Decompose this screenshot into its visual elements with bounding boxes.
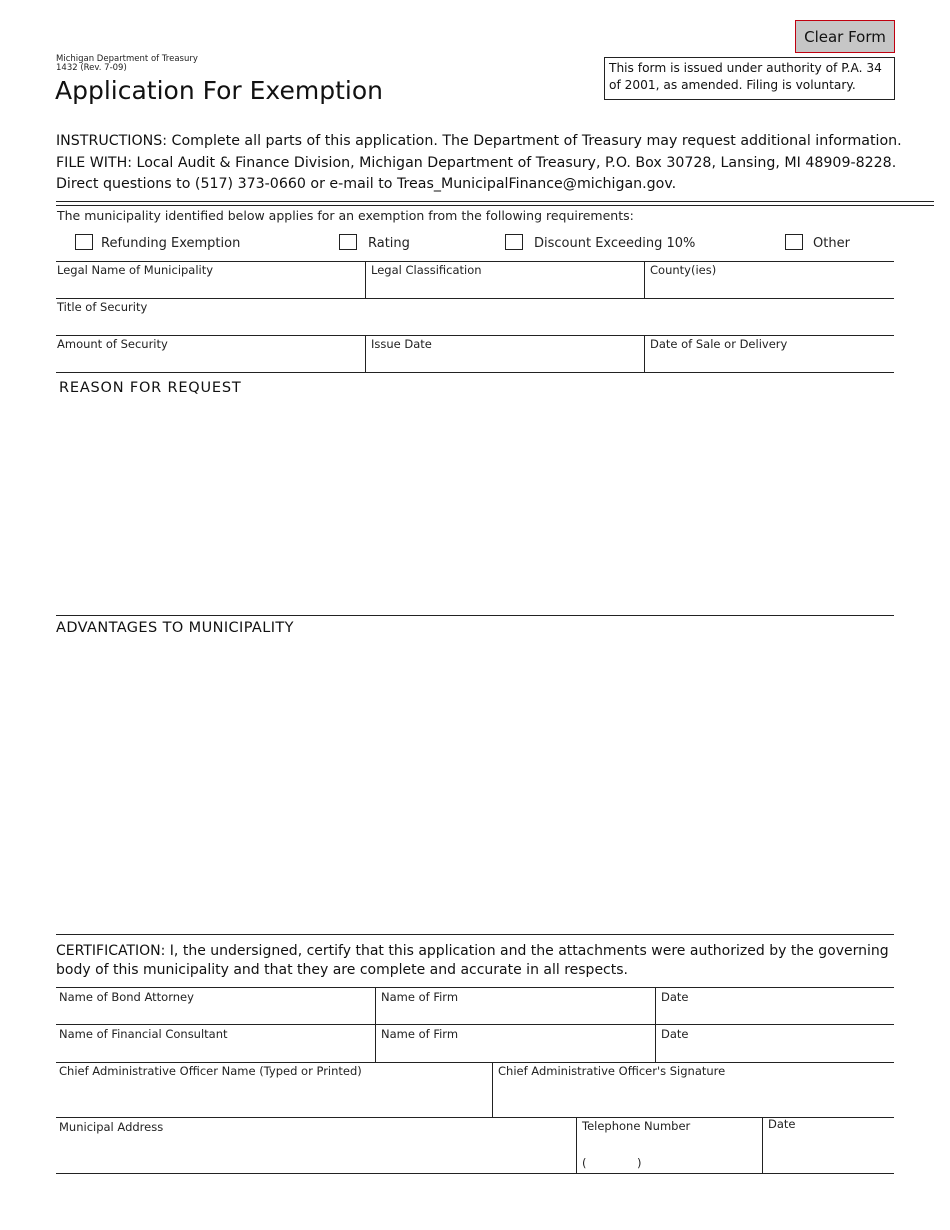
table-line [56, 372, 894, 373]
table-line [56, 335, 894, 336]
instructions [56, 131, 936, 196]
title-of-security-input[interactable] [58, 315, 888, 333]
divider [56, 201, 934, 202]
date-2-input[interactable] [661, 1041, 889, 1059]
discount-exceeding-checkbox[interactable] [505, 234, 523, 250]
financial-consultant-input[interactable] [59, 1041, 369, 1059]
form-number: 1432 (Rev. 7-09) [56, 63, 127, 73]
cao-signature-label: Chief Administrative Officer's Signature [498, 1064, 726, 1078]
counties-label: County(ies) [650, 263, 717, 277]
section-line [56, 615, 894, 616]
date-3-label: Date [768, 1117, 796, 1131]
table-divider [644, 335, 645, 372]
discount-exceeding-label: Discount Exceeding 10% [534, 236, 696, 251]
table-line [56, 1173, 894, 1174]
issue-date-input[interactable] [371, 352, 639, 370]
instructions-line: INSTRUCTIONS: Complete all parts of this application. The Department of Treasury may request additional information. [56, 133, 902, 149]
date-3-input[interactable] [768, 1140, 888, 1162]
date-2-label: Date [661, 1027, 689, 1041]
reason-textarea[interactable] [58, 402, 892, 610]
table-line [56, 1062, 894, 1063]
firm-2-label: Name of Firm [381, 1027, 459, 1041]
legal-classification-input[interactable] [371, 278, 639, 296]
table-divider [644, 261, 645, 298]
table-divider [492, 1062, 493, 1117]
date-1-label: Date [661, 990, 689, 1004]
rating-label: Rating [368, 236, 410, 251]
table-line [56, 1024, 894, 1025]
cao-signature-input[interactable] [498, 1088, 888, 1108]
area-code-close-paren: ) [637, 1156, 642, 1170]
table-line [56, 987, 894, 988]
divider [56, 205, 934, 206]
date-of-sale-label: Date of Sale or Delivery [650, 337, 788, 351]
municipal-address-label: Municipal Address [59, 1120, 164, 1134]
other-checkbox[interactable] [785, 234, 803, 250]
cao-name-input[interactable] [59, 1088, 487, 1108]
date-1-input[interactable] [661, 1004, 889, 1022]
area-code-input[interactable] [590, 1154, 636, 1170]
cao-name-label: Chief Administrative Officer Name (Typed or Printed) [59, 1064, 362, 1078]
questions-line: Direct questions to (517) 373-0660 or e-mail to Treas_MunicipalFinance@michigan.gov. [56, 176, 677, 192]
other-label: Other [813, 236, 850, 251]
legal-name-input[interactable] [58, 278, 360, 296]
amount-of-security-label: Amount of Security [57, 337, 168, 351]
firm-1-input[interactable] [381, 1004, 649, 1022]
legal-classification-label: Legal Classification [371, 263, 482, 277]
refunding-exemption-checkbox[interactable] [75, 234, 93, 250]
table-divider [655, 987, 656, 1062]
advantages-heading: ADVANTAGES TO MUNICIPALITY [56, 620, 294, 636]
telephone-label: Telephone Number [582, 1119, 691, 1133]
refunding-exemption-label: Refunding Exemption [101, 236, 241, 251]
date-of-sale-input[interactable] [650, 352, 890, 370]
clear-form-button[interactable]: Clear Form [795, 20, 895, 53]
counties-input[interactable] [650, 278, 890, 296]
table-line [56, 261, 894, 262]
table-divider [576, 1117, 577, 1173]
file-with-line: FILE WITH: Local Audit & Finance Division, Michigan Department of Treasury, P.O. Box 30728, Lansing, MI 48909-8228. [56, 154, 897, 171]
firm-1-label: Name of Firm [381, 990, 459, 1004]
table-line [56, 298, 894, 299]
municipal-address-input[interactable] [59, 1140, 571, 1162]
certification-text: CERTIFICATION: I, the undersigned, certify that this application and the attachments were authorized by the governing body of this municipality and that they are complete and accurate in all respects. [56, 943, 889, 978]
financial-consultant-label: Name of Financial Consultant [59, 1027, 228, 1041]
table-divider [365, 335, 366, 372]
advantages-textarea[interactable] [58, 642, 892, 928]
rating-checkbox[interactable] [339, 234, 357, 250]
bond-attorney-label: Name of Bond Attorney [59, 990, 194, 1004]
firm-2-input[interactable] [381, 1041, 649, 1059]
amount-of-security-input[interactable] [58, 352, 360, 370]
title-of-security-label: Title of Security [57, 300, 148, 314]
section-line [56, 934, 894, 935]
agency-name: Michigan Department of Treasury [56, 54, 198, 64]
reason-heading: REASON FOR REQUEST [59, 380, 242, 396]
legal-name-label: Legal Name of Municipality [57, 263, 214, 277]
page-title: Application For Exemption [55, 76, 383, 105]
bond-attorney-input[interactable] [59, 1004, 369, 1022]
telephone-input[interactable] [648, 1154, 756, 1170]
issue-date-label: Issue Date [371, 337, 432, 351]
area-code-open-paren: ( [582, 1156, 587, 1170]
table-divider [762, 1117, 763, 1173]
table-divider [375, 987, 376, 1062]
table-divider [365, 261, 366, 298]
authority-notice: This form is issued under authority of P.A. 34 of 2001, as amended. Filing is voluntary. [604, 57, 895, 100]
exemption-intro: The municipality identified below applies for an exemption from the following requirements: [57, 208, 634, 223]
